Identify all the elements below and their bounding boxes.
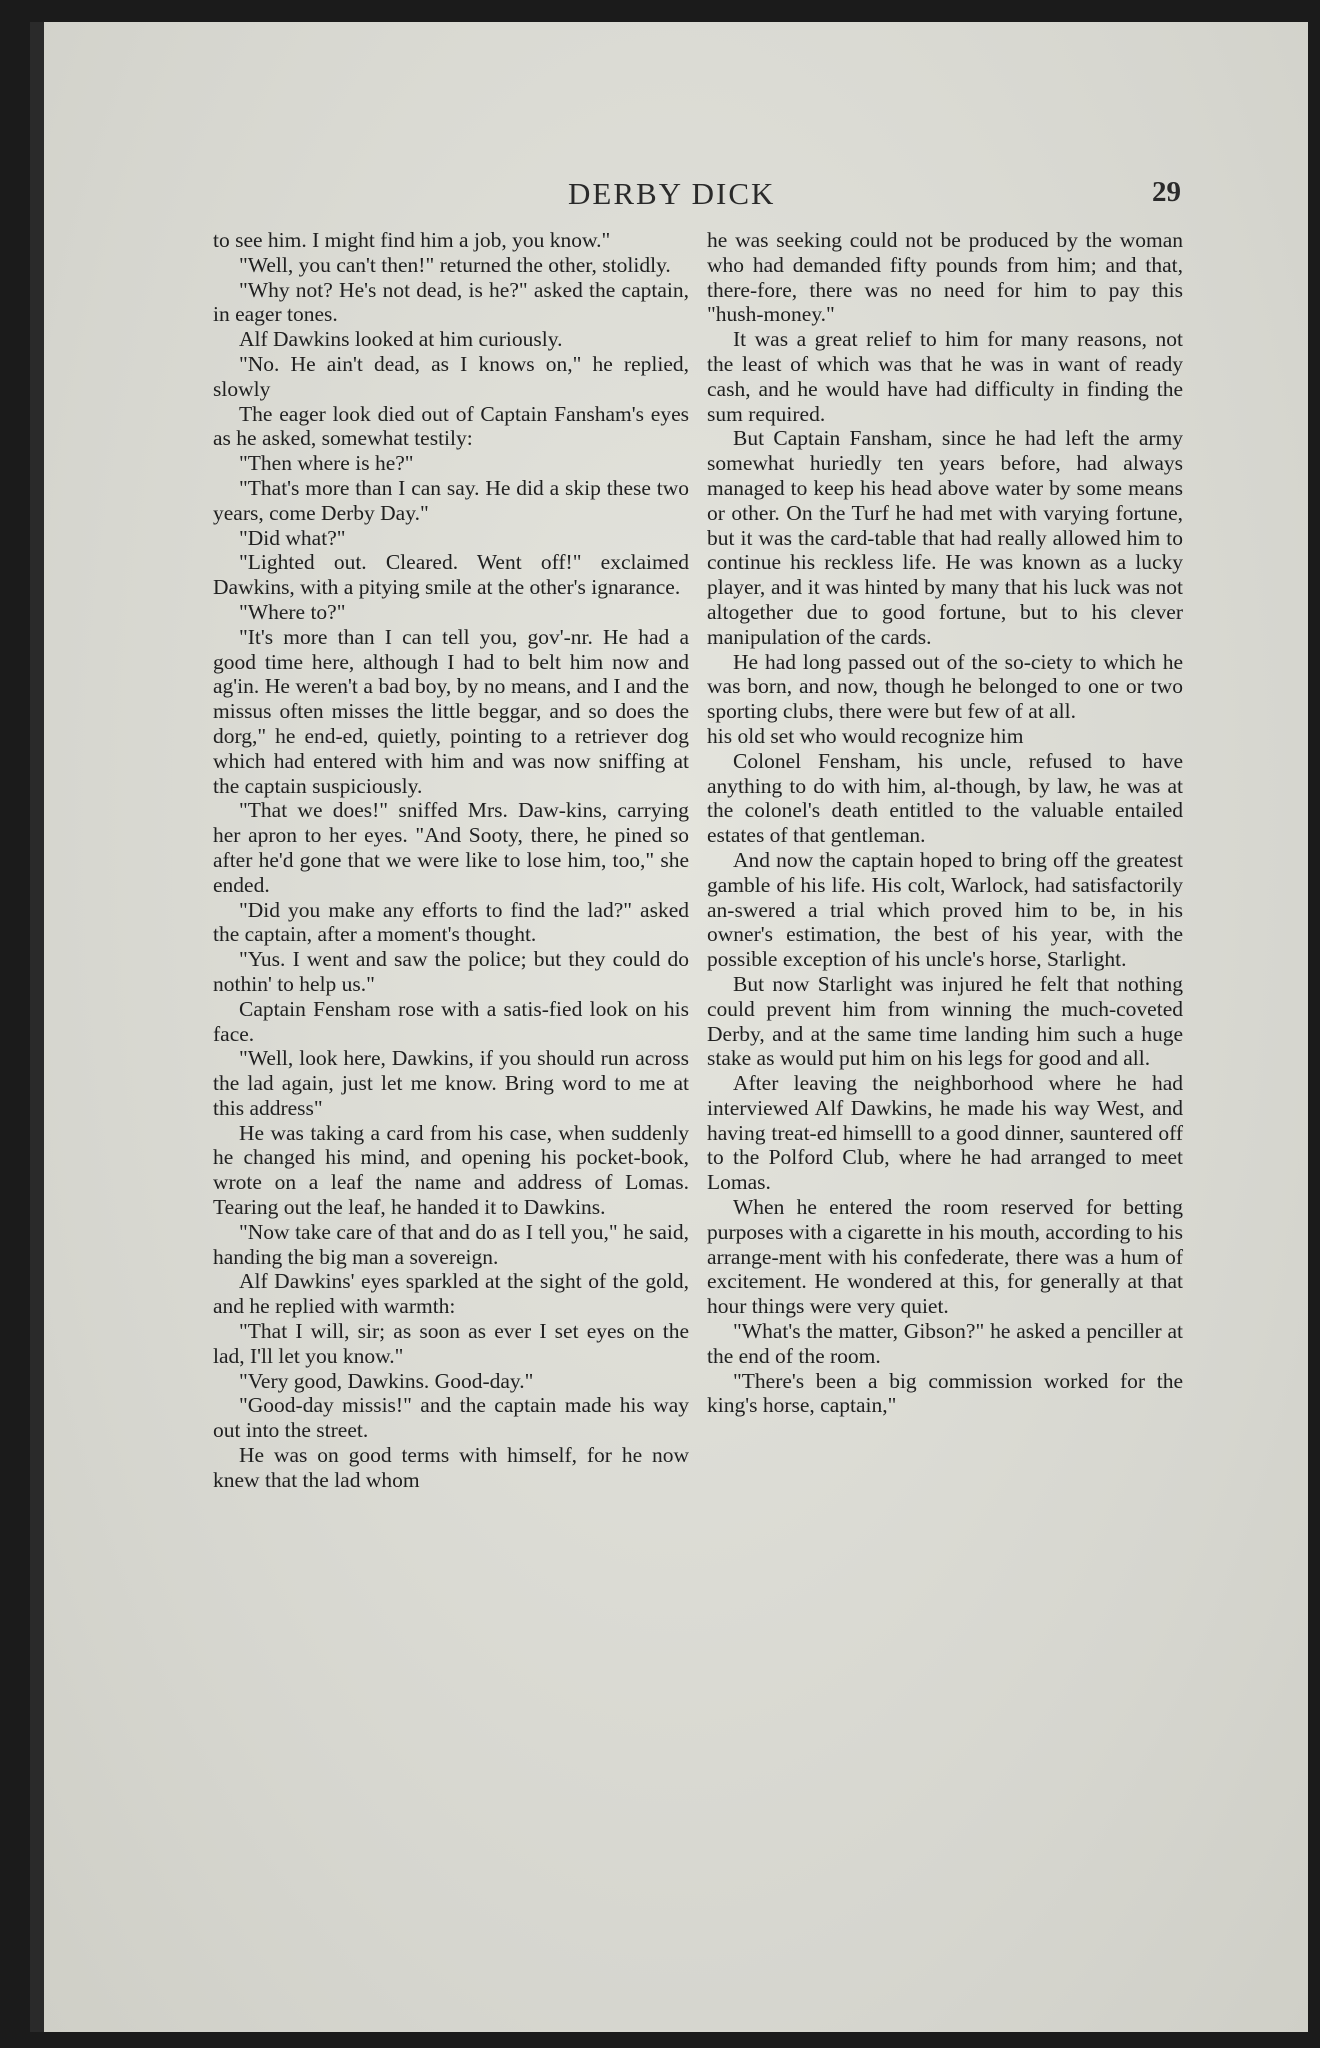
book-page — [30, 22, 1308, 2032]
paragraph: "It's more than I can tell you, gov'-nr. He had a good time here, although I had to belt him now and ag'in. He weren't a bad boy, by no means, and I and the missus often misses the little beggar, and so does the dorg," he end-ed, quietly, pointing to a retriever dog which had entered with him and was now sniffing at the captain suspiciously. — [213, 624, 689, 798]
left-text-column — [213, 228, 689, 1493]
paragraph: "Lighted out. Cleared. Went off!" exclaimed Dawkins, with a pitying smile at the other's ignarance. — [213, 550, 689, 600]
paragraph: to see him. I might find him a job, you know." — [213, 228, 611, 252]
paragraph: Alf Dawkins looked at him curiously. — [239, 327, 563, 352]
paragraph: "That we does!" sniffed Mrs. Daw-kins, carrying her apron to her eyes. "And Sooty, there, he pined so after he'd gone that we were like to lose him, too," she ended. — [213, 798, 689, 897]
paragraph: But Captain Fansham, since he had left the army somewhat huriedly ten years before, had always managed to keep his head above water by some means or other. On the Turf he had met with varying fortune, but it was the card-table that had really allowed him to continue his reckless life. He was known as a lucky player, and it was hinted by many that his luck was not altogether due to good fortune, but to his clever manipulation of the cards. — [707, 426, 1183, 649]
paragraph: "Very good, Dawkins. Good-day." — [239, 1368, 534, 1393]
paragraph: "Well, look here, Dawkins, if you should run across the lad again, just let me know. Bring word to me at this address" — [213, 1046, 689, 1120]
paragraph: "Yus. I went and saw the police; but they could do nothin' to help us." — [213, 947, 689, 996]
page-number: 29 — [1152, 176, 1181, 208]
running-title: DERBY DICK — [568, 176, 776, 211]
paragraph: When he entered the room reserved for betting purposes with a cigarette in his mouth, according to his arrange-ment with his confederate, there was a hum of excitement. He wondered at this, for generally at that hour things were very quiet. — [707, 1195, 1183, 1319]
paragraph: "Then where is he?" — [239, 451, 414, 476]
paragraph: And now the captain hoped to bring off the greatest gamble of his life. His colt, Warlock, had satisfactorily an-swered a trial which proved him to be, in his owner's estimation, the best of his year, with the possible exception of his uncle's horse, Starlight. — [707, 847, 1183, 972]
paragraph: "Well, you can't then!" returned the other, stolidly. — [239, 252, 671, 277]
paragraph: his old set who would recognize him — [707, 723, 1024, 748]
paragraph: Captain Fensham rose with a satis-fied look on his face. — [213, 996, 689, 1046]
paragraph: After leaving the neighborhood where he had interviewed Alf Dawkins, he made his way West, and having treat-ed himselll to a good dinner, sauntered off to the Polford Club, where he had arranged to meet Lomas. — [707, 1071, 1183, 1195]
paragraph: "Now take care of that and do as I tell you," he said, handing the big man a sovereign. — [213, 1219, 689, 1269]
paragraph: But now Starlight was injured he felt that nothing could prevent him from winning the much-coveted Derby, and at the same time landing him such a huge stake as would put him on his legs for good and all. — [707, 971, 1183, 1071]
paragraph: "No. He ain't dead, as I knows on," he replied, slowly — [213, 351, 689, 401]
paragraph: It was a great relief to him for many reasons, not the least of which was that he was in want of ready cash, and he would have had difficulty in finding the sum required. — [707, 327, 1183, 426]
paragraph: He had long passed out of the so-ciety to which he was born, and now, though he belonged to one or two sporting clubs, there were but few of at all. — [707, 649, 1183, 724]
paragraph: Alf Dawkins' eyes sparkled at the sight of the gold, and he replied with warmth: — [213, 1269, 689, 1319]
paragraph: "Where to?" — [239, 599, 346, 624]
paragraph: "That I will, sir; as soon as ever I set eyes on the lad, I'll let you know." — [213, 1319, 689, 1368]
paragraph: "Why not? He's not dead, is he?" asked the captain, in eager tones. — [213, 277, 689, 327]
paragraph: The eager look died out of Captain Fansham's eyes as he asked, somewhat testily: — [213, 401, 689, 451]
paragraph: "Did you make any efforts to find the lad?" asked the captain, after a moment's thought. — [213, 897, 689, 947]
paragraph: "Good-day missis!" and the captain made his way out into the street. — [213, 1393, 689, 1443]
paragraph: "There's been a big commission worked for the king's horse, captain," — [707, 1368, 1183, 1418]
paragraph: Colonel Fensham, his uncle, refused to have anything to do with him, al-though, by law, he was at the colonel's death entitled to the valuable entailed estates of that gentleman. — [707, 748, 1183, 848]
paragraph: "That's more than I can say. He did a skip these two years, come Derby Day." — [213, 475, 689, 525]
paragraph: "Did what?" — [239, 525, 346, 550]
paragraph: He was taking a card from his case, when suddenly he changed his mind, and opening his pocket-book, wrote on a leaf the name and address of Lomas. Tearing out the leaf, he handed it to Dawkins. — [213, 1120, 689, 1220]
paragraph: "What's the matter, Gibson?" he asked a penciller at the end of the room. — [707, 1319, 1183, 1368]
paragraph: He was on good terms with himself, for he now knew that the lad whom — [213, 1443, 689, 1492]
right-text-column — [707, 228, 1183, 1418]
paragraph: he was seeking could not be produced by the woman who had demanded fifty pounds from him; and that, there-fore, there was no need for him to pay this "hush-money." — [707, 228, 1183, 327]
